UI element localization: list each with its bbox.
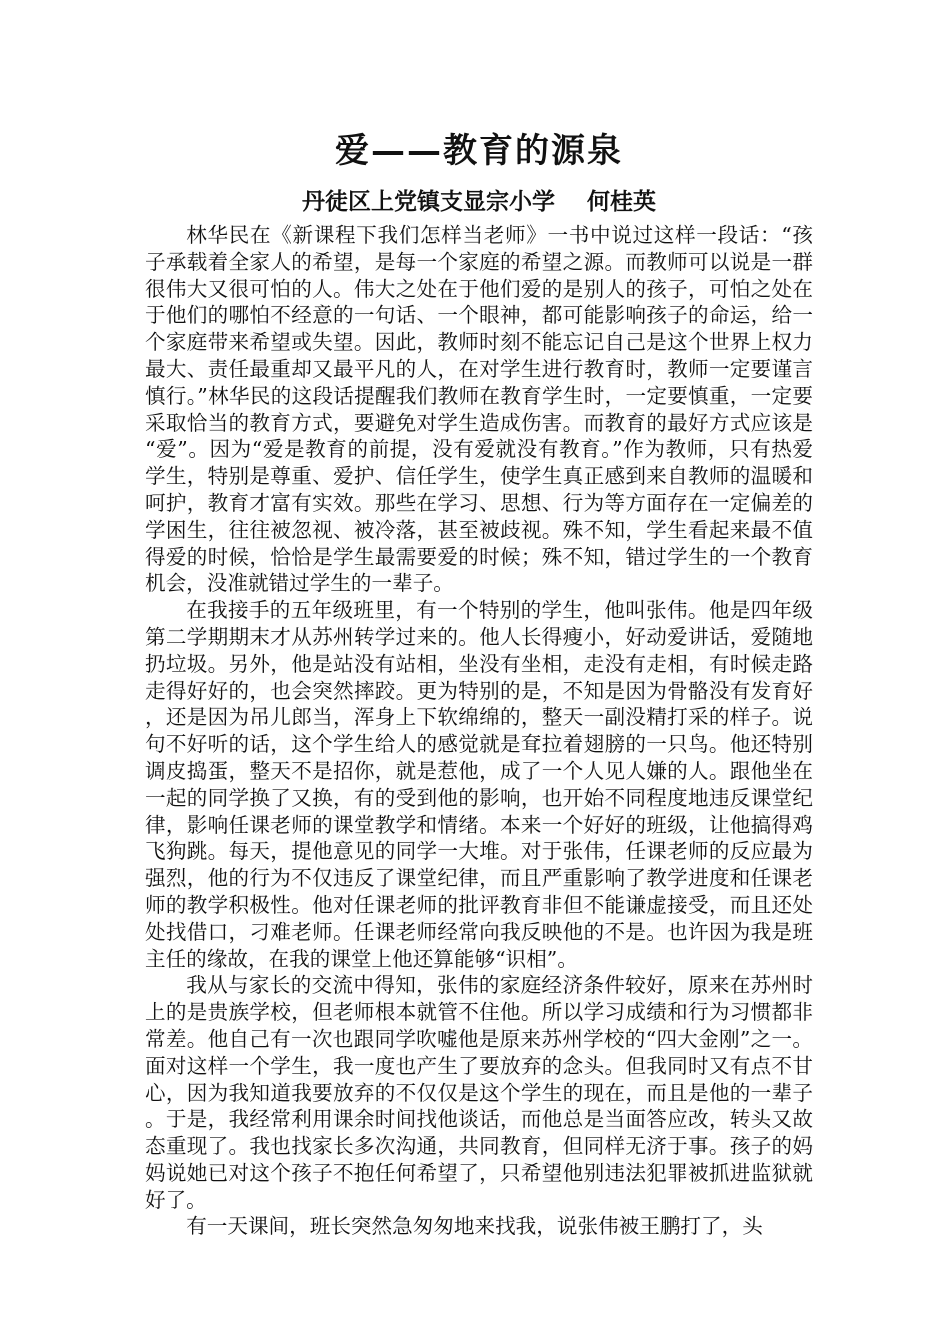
document-page: [145, 128, 813, 1240]
paragraph-1: 林华民在《新课程下我们怎样当老师》一书中说过这样一段话：“孩子承载着全家人的希望，是每一个家庭的希望之源。而教师可以说是一群很伟大又很可怕的人。伟大之处在于他们爱的是别人的孩子，可怕之处在于他们的哪怕不经意的一句话、一个眼神，都可能影响孩子的命运，给一个家庭带来希望或失望。因此，教师时刻不能忘记自己是这个世界上权力最大、责任最重却又最平凡的人，在对学生进行教育时，教师一定要谨言慎行。”林华民的这段话提醒我们教师在教育学生时，一定要慎重，一定要采取恰当的教育方式，要避免对学生造成伤害。而教育的最好方式应该是“爱”。因为“爱是教育的前提，没有爱就没有教育。”作为教师，只有热爱学生，特别是尊重、爱护、信任学生，使学生真正感到来自教师的温暖和呵护，教育才富有实效。那些在学习、思想、行为等方面存在一定偏差的学困生，往往被忽视、被冷落，甚至被歧视。殊不知，学生看起来最不值得爱的时候，恰恰是学生最需要爱的时候；殊不知，错过学生的一个教育机会，没准就错过学生的一辈子。: [145, 223, 813, 596]
paragraph-2: 在我接手的五年级班里，有一个特别的学生，他叫张伟。他是四年级第二学期期末才从苏州转学过来的。他人长得瘦小，好动爱讲话，爱随地扔垃圾。另外，他是站没有站相，坐没有坐相，走没有走相，有时候走路走得好好的，也会突然摔跤。更为特别的是，不知是因为骨骼没有发育好，还是因为吊儿郎当，浑身上下软绵绵的，整天一副没精打采的样子。说句不好听的话，这个学生给人的感觉就是耷拉着翅膀的一只鸟。他还特别调皮捣蛋，整天不是招你，就是惹他，成了一个人见人嫌的人。跟他坐在一起的同学换了又换，有的受到他的影响，也开始不同程度地违反课堂纪律，影响任课老师的课堂教学和情绪。本来一个好好的班级，让他搞得鸡飞狗跳。每天，提他意见的同学一大堆。对于张伟，任课老师的反应最为强烈，他的行为不仅违反了课堂纪律，而且严重影响了教学进度和任课老师的教学积极性。他对任课老师的批评教育非但不能谦虚接受，而且还处处找借口，刁难老师。任课老师经常向我反映他的不是。也许因为我是班主任的缘故，在我的课堂上他还算能够“识相”。: [145, 598, 813, 971]
author-line: 丹徒区上党镇支显宗小学 何桂英: [301, 188, 657, 215]
document-title: 爱——教育的源泉: [335, 131, 623, 171]
document-body: [145, 222, 813, 1240]
paragraph-3: 我从与家长的交流中得知，张伟的家庭经济条件较好，原来在苏州时上的是贵族学校，但老师根本就管不住他。所以学习成绩和行为习惯都非常差。他自己有一次也跟同学吹嘘他是原来苏州学校的“四大金刚”之一。面对这样一个学生，我一度也产生了要放弃的念头。但我同时又有点不甘心，因为我知道我要放弃的不仅仅是这个学生的现在，而且是他的一辈子。于是，我经常利用课余时间找他谈话，而他总是当面答应改，转头又故态重现了。我也找家长多次沟通，共同教育，但同样无济于事。孩子的妈妈说她已对这个孩子不抱任何希望了，只希望他别违法犯罪被抓进监狱就好了。: [145, 973, 813, 1212]
paragraph-4: 有一天课间，班长突然急匆匆地来找我，说张伟被王鹏打了，头: [186, 1214, 763, 1239]
